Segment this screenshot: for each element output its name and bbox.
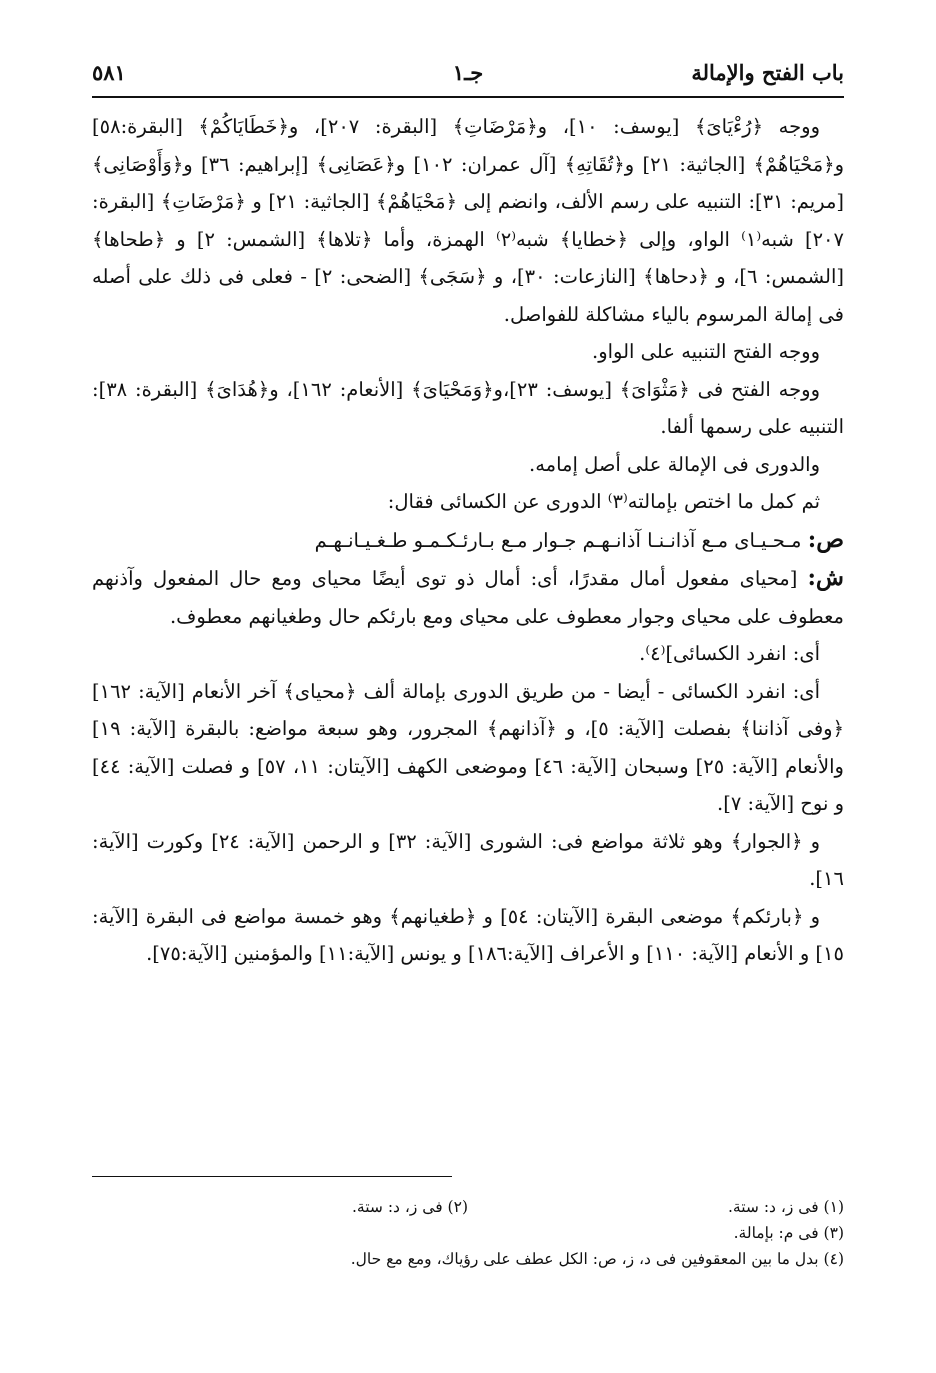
paragraph: و ﴿بارئكم﴾ موضعى البقرة [الآيتان: ٥٤] و ﴿طغيانهم﴾ وهو خمسة مواضع فى البقرة [الآية: ١٥] و الأنعام [الآية: ١١٠] و الأعراف [الآية:١٨٦] و يونس [الآية:١١] والمؤمنين [الآية:٧٥]. xyxy=(92,904,844,965)
paragraph: ووجه ﴿رُءْيَاىَ﴾ [يوسف: ١٠]، و﴿مَرْضَاتِ﴾ [البقرة: ٢٠٧]، و﴿خَطَايَاكُمْ﴾ [البقرة:٥٨] و﴿مَحْيَاهُمْ﴾ [الجاثية: ٢١] و﴿تُقَاتِهِ﴾ [آل عمران: ١٠٢] و﴿عَصَانِى﴾ [إبراهيم: ٣٦] و﴿وَأَوْصَانِى﴾ [مريم: ٣١]: التنبيه على رسم الألف، وانضم إلى ﴿مَحْيَاهُمْ﴾ [الجاثية: ٢١] و ﴿مَرْضَاتِ﴾ [البقرة: ٢٠٧] شبه⁽١⁾ الواو، وإلى ﴿خطايا﴾ شبه⁽٢⁾ الهمزة، وأما ﴿تلاها﴾ [الشمس: ٢] و ﴿طحاها﴾ [الشمس: ٦]، و ﴿دحاها﴾ [النازعات: ٣٠]، و ﴿سَجَى﴾ [الضحى: ٢] - فعلى فى ذلك على أصله فى إمالة المرسوم بالياء مشاكلة للفواصل. xyxy=(92,115,844,326)
commentary-label: ش: xyxy=(807,564,845,591)
page-number: ٥٨١ xyxy=(92,60,126,85)
paragraph: والدورى فى الإمالة على أصل إمامه. xyxy=(529,452,820,476)
paragraph: و ﴿الجوار﴾ وهو ثلاثة مواضع فى: الشورى [الآية: ٣٢] و الرحمن [الآية: ٢٤] وكورت [الآية: ١٦]. xyxy=(92,829,844,890)
footnote: (٢) فى ز، د: ستة. xyxy=(352,1198,468,1216)
page-header xyxy=(92,54,844,96)
paragraph: أى: انفرد الكسائى]⁽٤⁾. xyxy=(639,642,820,665)
paragraph: ووجه الفتح فى ﴿مَثْوَاىَ﴾ [يوسف: ٢٣]،و﴿وَمَحْيَاىَ﴾ [الأنعام: ١٦٢]، و﴿هُدَاىَ﴾ [البقرة: ٣٨]: التنبيه على رسمها ألفا. xyxy=(92,377,844,438)
volume-label: جـ١ xyxy=(452,60,484,85)
verse-line xyxy=(92,521,844,560)
paragraph: أى: انفرد الكسائى - أيضا - من طريق الدورى بإمالة ألف ﴿محياى﴾ آخر الأنعام [الآية: ١٦٢] ﴿وفى آذاننا﴾ بفصلت [الآية: ٥]، و ﴿آذانهم﴾ المجرور، وهو سبعة مواضع: بالبقرة [الآية: ١٩] والأنعام [الآية: ٢٥] وسبحان [الآية: ٤٦] وموضعى الكهف [الآيتان: ١١، ٥٧] و فصلت [الآية: ٤٤] و نوح [الآية: ٧]. xyxy=(92,679,844,815)
commentary xyxy=(92,559,844,635)
paragraph: ثم كمل ما اختص بإمالته⁽٣⁾ الدورى عن الكسائى فقال: xyxy=(387,490,820,513)
chapter-title: باب الفتح والإمالة xyxy=(691,60,844,85)
header-divider xyxy=(92,96,844,98)
verse-text: مـحـيـاى مـع آذانـنـا آذانـهـم جـوار مـع بـارئـكـمـو طـغـيـانـهـم xyxy=(314,528,802,552)
footnote-divider xyxy=(92,1176,452,1177)
paragraph: ووجه الفتح التنبيه على الواو. xyxy=(592,340,820,363)
footnote: (٤) بدل ما بين المعقوفين فى د، ز، ص: الكل عطف على رؤياك، ومع مع حال. xyxy=(350,1250,844,1268)
footnote: (٣) فى م: بإمالة. xyxy=(733,1224,844,1242)
verse-label: ص: xyxy=(807,525,844,553)
footnote: (١) فى ز، د: ستة. xyxy=(728,1198,844,1216)
footnotes xyxy=(92,1194,844,1272)
footnote-row xyxy=(92,1194,844,1220)
commentary-text: [محياى مفعول أمال مقدرًا، أى: أمال ذو توى أيضًا محياى ومع حال المفعول وآذنهم معطوف على محياى وجوار معطوف على محياى ومع بارئكم حال وطغيانهم معطوف. xyxy=(92,567,844,628)
main-text xyxy=(92,108,844,973)
